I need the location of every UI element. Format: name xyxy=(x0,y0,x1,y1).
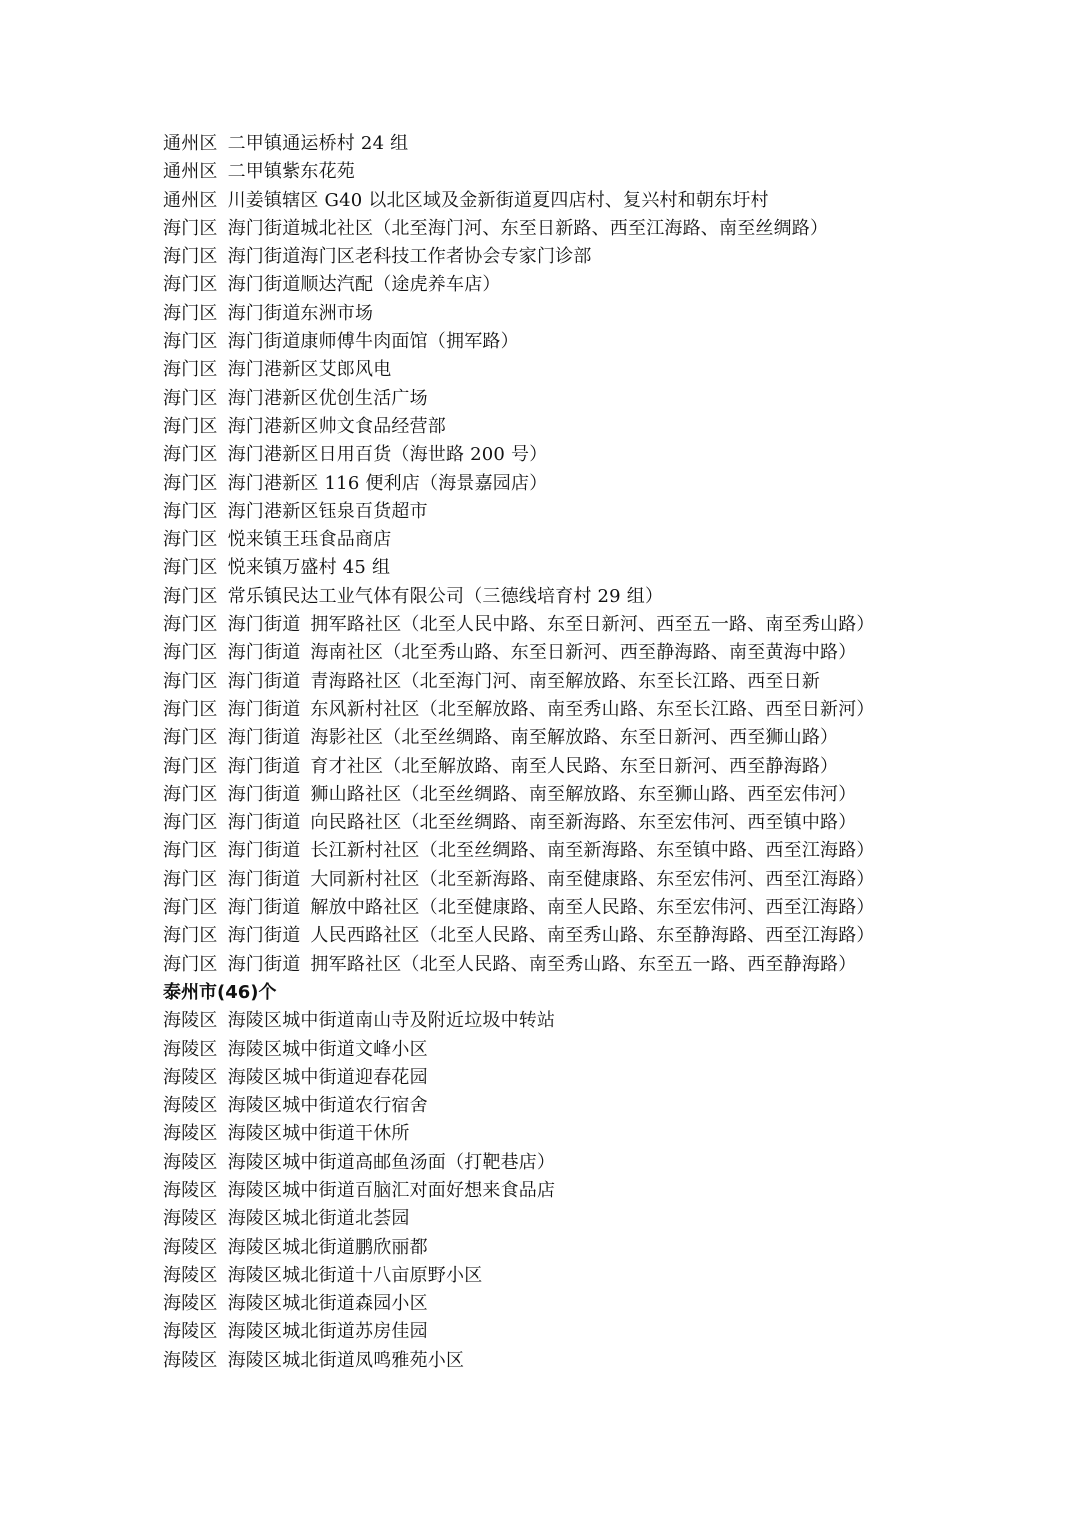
district-name: 海门区 xyxy=(163,246,218,268)
list-item xyxy=(163,526,1023,554)
list-item xyxy=(163,809,1023,837)
street-name: 海门街道 xyxy=(227,812,301,834)
list-item xyxy=(163,724,1023,752)
location-text: 海门港新区艾郎风电 xyxy=(227,359,392,381)
location-text: 青海路社区（北至海门河、南至解放路、东至长江路、西至日新 xyxy=(310,670,821,692)
list-item xyxy=(163,894,1023,922)
location-text: 海陵区城北街道凤鸣雅苑小区 xyxy=(227,1349,465,1371)
street-name: 海门街道 xyxy=(227,670,301,692)
district-name: 海陵区 xyxy=(163,1151,218,1173)
list-item xyxy=(163,130,1023,158)
list-item xyxy=(163,271,1023,299)
location-text: 海门港新区优创生活广场 xyxy=(227,387,428,409)
district-name: 海门区 xyxy=(163,302,218,324)
street-name: 海门街道 xyxy=(227,755,301,777)
list-item xyxy=(163,583,1023,611)
district-name: 海陵区 xyxy=(163,1038,218,1060)
district-name: 海门区 xyxy=(163,925,218,947)
location-text: 向民路社区（北至丝绸路、南至新海路、东至宏伟河、西至镇中路） xyxy=(310,812,857,834)
district-name: 海陵区 xyxy=(163,1264,218,1286)
list-item xyxy=(163,158,1023,186)
location-text: 海陵区城中街道干休所 xyxy=(227,1123,410,1145)
street-name: 海门街道 xyxy=(227,783,301,805)
street-name: 海门街道 xyxy=(227,868,301,890)
location-text: 海门港新区帅文食品经营部 xyxy=(227,415,447,437)
location-text: 海陵区城北街道鹏欣丽都 xyxy=(227,1236,428,1258)
street-name: 海门街道 xyxy=(227,953,301,975)
location-text: 常乐镇民达工业气体有限公司（三德线培育村 29 组） xyxy=(227,585,664,607)
list-item xyxy=(163,1290,1023,1318)
location-text: 悦来镇万盛村 45 组 xyxy=(227,557,391,579)
district-name: 海陵区 xyxy=(163,1095,218,1117)
list-item xyxy=(163,639,1023,667)
district-name: 通州区 xyxy=(163,161,218,183)
list-item xyxy=(163,866,1023,894)
district-name: 海门区 xyxy=(163,472,218,494)
district-name: 海门区 xyxy=(163,783,218,805)
district-name: 海门区 xyxy=(163,868,218,890)
street-name: 海门街道 xyxy=(227,614,301,636)
list-item xyxy=(163,385,1023,413)
location-text: 海陵区城中街道高邮鱼汤面（打靶巷店） xyxy=(227,1151,556,1173)
street-name: 海门街道 xyxy=(227,840,301,862)
district-name: 海门区 xyxy=(163,698,218,720)
list-item xyxy=(163,1007,1023,1035)
district-name: 海陵区 xyxy=(163,1010,218,1032)
location-text: 狮山路社区（北至丝绸路、南至解放路、东至狮山路、西至宏伟河） xyxy=(310,783,857,805)
district-name: 海门区 xyxy=(163,331,218,353)
list-item xyxy=(163,554,1023,582)
district-name: 通州区 xyxy=(163,189,218,211)
list-item xyxy=(163,187,1023,215)
district-name: 海门区 xyxy=(163,500,218,522)
district-name: 海门区 xyxy=(163,557,218,579)
district-name: 海门区 xyxy=(163,359,218,381)
district-name: 海门区 xyxy=(163,585,218,607)
location-text: 海影社区（北至丝绸路、南至解放路、东至日新河、西至狮山路） xyxy=(310,727,839,749)
list-item xyxy=(163,1064,1023,1092)
list-item xyxy=(163,243,1023,271)
list-item xyxy=(163,215,1023,243)
district-name: 海陵区 xyxy=(163,1208,218,1230)
list-item xyxy=(163,696,1023,724)
list-item xyxy=(163,470,1023,498)
list-item xyxy=(163,951,1023,979)
street-name: 海门街道 xyxy=(227,698,301,720)
location-text: 人民西路社区（北至人民路、南至秀山路、东至静海路、西至江海路） xyxy=(310,925,875,947)
list-item xyxy=(163,1120,1023,1148)
location-text: 海南社区（北至秀山路、东至日新河、西至静海路、南至黄海中路） xyxy=(310,642,857,664)
location-text: 海陵区城中街道百脑汇对面好想来食品店 xyxy=(227,1179,556,1201)
district-name: 海陵区 xyxy=(163,1179,218,1201)
district-name: 海门区 xyxy=(163,755,218,777)
list-item xyxy=(163,300,1023,328)
street-name: 海门街道 xyxy=(227,727,301,749)
location-text: 海陵区城北街道森园小区 xyxy=(227,1293,428,1315)
district-name: 海门区 xyxy=(163,840,218,862)
district-name: 海陵区 xyxy=(163,1123,218,1145)
list-item xyxy=(163,498,1023,526)
list-item xyxy=(163,1205,1023,1233)
location-text: 拥军路社区（北至人民中路、东至日新河、西至五一路、南至秀山路） xyxy=(310,614,875,636)
district-name: 海陵区 xyxy=(163,1293,218,1315)
location-text: 二甲镇通运桥村 24 组 xyxy=(227,133,409,154)
location-text: 海陵区城中街道南山寺及附近垃圾中转站 xyxy=(227,1010,556,1032)
list-item xyxy=(163,1347,1023,1375)
list-item xyxy=(163,922,1023,950)
list-item xyxy=(163,837,1023,865)
list-item xyxy=(163,356,1023,384)
location-text: 悦来镇王珏食品商店 xyxy=(227,529,392,551)
district-name: 海陵区 xyxy=(163,1321,218,1343)
location-text: 东风新村社区（北至解放路、南至秀山路、东至长江路、西至日新河） xyxy=(310,698,875,720)
list-item xyxy=(163,668,1023,696)
location-text: 海门街道城北社区（北至海门河、东至日新路、西至江海路、南至丝绸路） xyxy=(227,217,829,239)
list-item xyxy=(163,1177,1023,1205)
location-text: 海陵区城中街道农行宿舍 xyxy=(227,1095,428,1117)
list-item xyxy=(163,753,1023,781)
district-name: 通州区 xyxy=(163,133,218,154)
location-text: 海陵区城中街道迎春花园 xyxy=(227,1066,428,1088)
location-text: 大同新村社区（北至新海路、南至健康路、东至宏伟河、西至江海路） xyxy=(310,868,875,890)
district-name: 海门区 xyxy=(163,897,218,919)
district-name: 海门区 xyxy=(163,642,218,664)
list-item xyxy=(163,1036,1023,1064)
list-item xyxy=(163,1262,1023,1290)
location-text: 海门港新区钰泉百货超市 xyxy=(227,500,428,522)
location-text: 海陵区城北街道北荟园 xyxy=(227,1208,410,1230)
district-name: 海门区 xyxy=(163,217,218,239)
district-name: 海门区 xyxy=(163,953,218,975)
district-name: 海陵区 xyxy=(163,1236,218,1258)
district-name: 海门区 xyxy=(163,529,218,551)
district-name: 海陵区 xyxy=(163,1349,218,1371)
district-name: 海门区 xyxy=(163,614,218,636)
list-item xyxy=(163,1318,1023,1346)
location-text: 海门街道顺达汽配（途虎养车店） xyxy=(227,274,501,296)
location-text: 川姜镇辖区 G40 以北区域及金新街道夏四店村、复兴村和朝东圩村 xyxy=(227,189,769,211)
district-name: 海门区 xyxy=(163,274,218,296)
district-name: 海门区 xyxy=(163,444,218,466)
location-text: 解放中路社区（北至健康路、南至人民路、东至宏伟河、西至江海路） xyxy=(310,897,875,919)
location-text: 长江新村社区（北至丝绸路、南至新海路、东至镇中路、西至江海路） xyxy=(310,840,875,862)
location-text: 海门街道海门区老科技工作者协会专家门诊部 xyxy=(227,246,592,268)
district-name: 海门区 xyxy=(163,727,218,749)
location-text: 育才社区（北至解放路、南至人民路、东至日新河、西至静海路） xyxy=(310,755,839,777)
location-text: 海门港新区 116 便利店（海景嘉园店） xyxy=(227,472,548,494)
list-item xyxy=(163,611,1023,639)
street-name: 海门街道 xyxy=(227,642,301,664)
list-item xyxy=(163,1092,1023,1120)
district-name: 海门区 xyxy=(163,387,218,409)
list-item xyxy=(163,441,1023,469)
street-name: 海门街道 xyxy=(227,897,301,919)
document-page xyxy=(163,130,1023,1375)
district-name: 海门区 xyxy=(163,415,218,437)
list-item xyxy=(163,1149,1023,1177)
section-heading: 泰州市(46)个 xyxy=(163,981,277,1003)
district-name: 海陵区 xyxy=(163,1066,218,1088)
district-name: 海门区 xyxy=(163,812,218,834)
location-text: 拥军路社区（北至人民路、南至秀山路、东至五一路、西至静海路） xyxy=(310,953,857,975)
list-item xyxy=(163,1234,1023,1262)
location-text: 海陵区城北街道苏房佳园 xyxy=(227,1321,428,1343)
list-item xyxy=(163,413,1023,441)
location-text: 海门街道东洲市场 xyxy=(227,302,374,324)
location-text: 海门街道康师傅牛肉面馆（拥军路） xyxy=(227,331,519,353)
list-item xyxy=(163,781,1023,809)
location-text: 二甲镇紫东花苑 xyxy=(227,161,356,183)
location-text: 海门港新区日用百货（海世路 200 号） xyxy=(227,444,548,466)
list-item xyxy=(163,328,1023,356)
location-text: 海陵区城中街道文峰小区 xyxy=(227,1038,428,1060)
district-name: 海门区 xyxy=(163,670,218,692)
location-text: 海陵区城北街道十八亩原野小区 xyxy=(227,1264,483,1286)
street-name: 海门街道 xyxy=(227,925,301,947)
